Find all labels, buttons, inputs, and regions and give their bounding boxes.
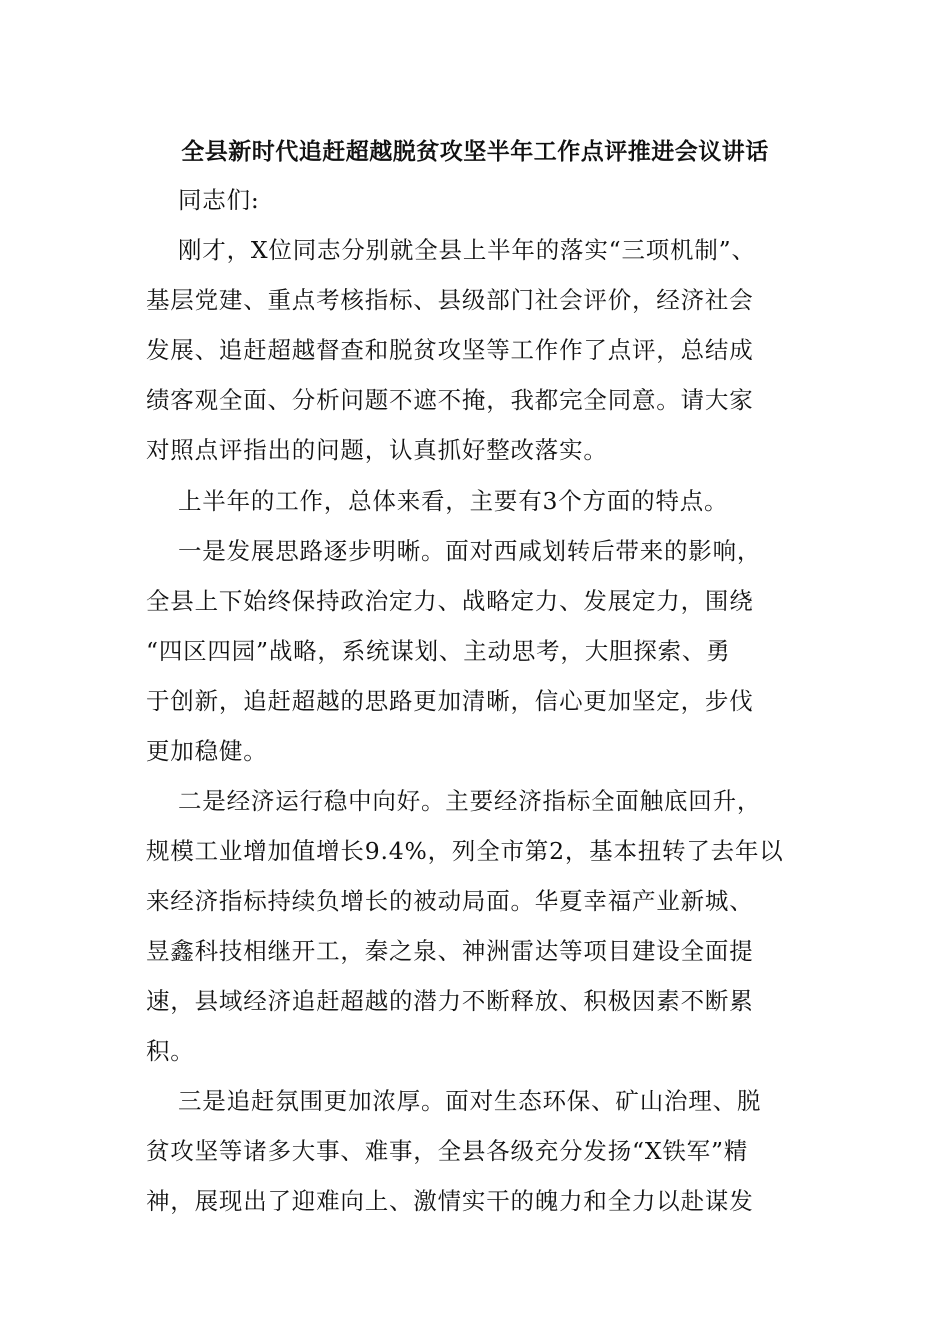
paragraph-line: 一是发展思路逐步明晰。面对西咸划转后带来的影响，: [178, 537, 762, 565]
paragraph-line: “四区四园”战略，系统谋划、主动思考，大胆探索、勇: [146, 637, 731, 665]
paragraph-line: 规模工业增加值增长9.4%，列全市第2，基本扭转了去年以: [146, 837, 784, 865]
paragraph-line: 基层党建、重点考核指标、县级部门社会评价，经济社会: [146, 286, 754, 314]
paragraph-line: 于创新，追赶超越的思路更加清晰，信心更加坚定，步伐: [146, 687, 754, 715]
paragraph-line: 来经济指标持续负增长的被动局面。华夏幸福产业新城、: [146, 887, 754, 915]
paragraph-line: 上半年的工作，总体来看，主要有3个方面的特点。: [178, 487, 729, 515]
paragraph-line: 二是经济运行稳中向好。主要经济指标全面触底回升，: [178, 787, 762, 815]
paragraph-line: 三是追赶氛围更加浓厚。面对生态环保、矿山治理、脱: [178, 1087, 762, 1115]
paragraph-line: 贫攻坚等诸多大事、难事，全县各级充分发扬“X铁军”精: [146, 1137, 749, 1165]
paragraph-line: 发展、追赶超越督查和脱贫攻坚等工作作了点评，总结成: [146, 336, 754, 364]
document-title: 全县新时代追赶超越脱贫攻坚半年工作点评推进会议讲话: [181, 139, 769, 165]
paragraph-line: 对照点评指出的问题，认真抓好整改落实。: [146, 436, 608, 464]
paragraph-line: 积。: [146, 1037, 195, 1065]
paragraph-line: 速，县域经济追赶超越的潜力不断释放、积极因素不断累: [146, 987, 754, 1015]
paragraph-line: 更加稳健。: [146, 737, 268, 765]
salutation: 同志们:: [178, 186, 260, 214]
paragraph-line: 神，展现出了迎难向上、激情实干的魄力和全力以赴谋发: [146, 1187, 754, 1215]
paragraph-line: 绩客观全面、分析问题不遮不掩，我都完全同意。请大家: [146, 386, 754, 414]
paragraph-line: 昱鑫科技相继开工，秦之泉、神洲雷达等项目建设全面提: [146, 937, 754, 965]
paragraph-line: 刚才，X位同志分别就全县上半年的落实“三项机制”、: [178, 236, 756, 264]
paragraph-line: 全县上下始终保持政治定力、战略定力、发展定力，围绕: [146, 587, 754, 615]
